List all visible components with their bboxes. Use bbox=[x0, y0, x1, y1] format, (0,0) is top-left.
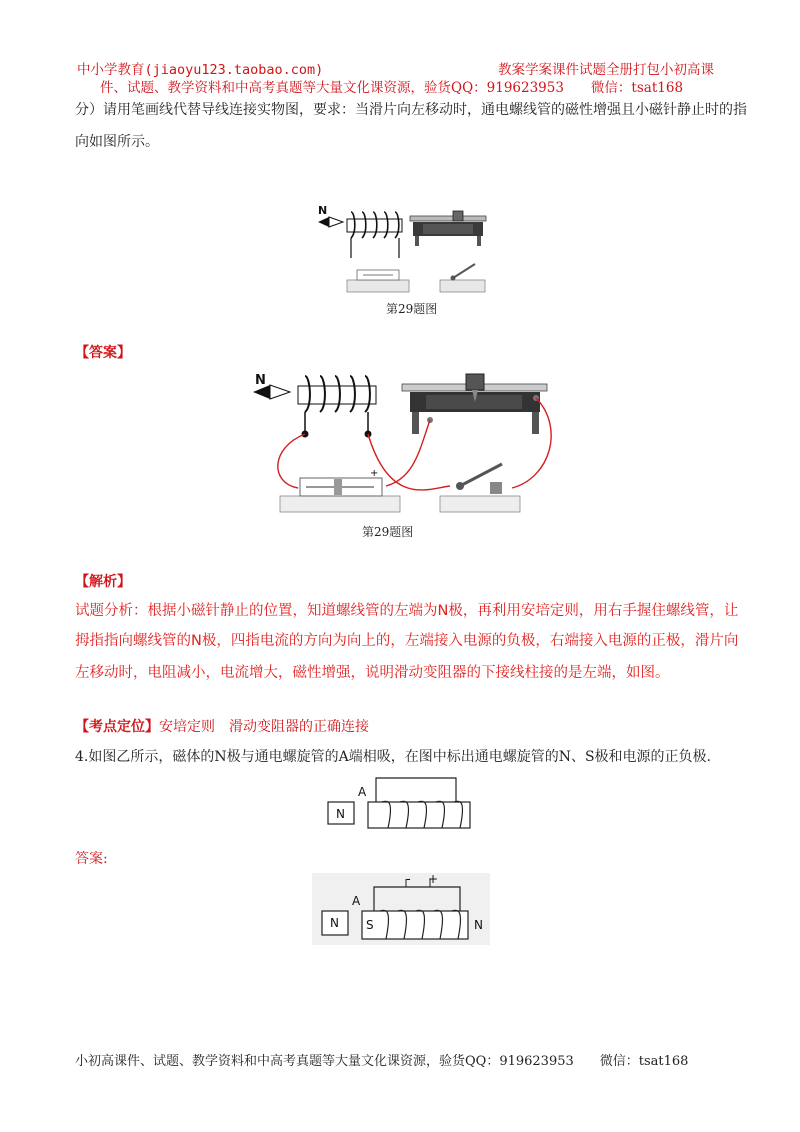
svg-text:+: + bbox=[370, 468, 379, 479]
answer-battery bbox=[280, 468, 400, 512]
answer-rheostat bbox=[402, 374, 547, 434]
q4-answer-magnet-n-label: N bbox=[330, 916, 339, 930]
header-left: 中小学教育(jiaoyu123.taobao.com) bbox=[77, 62, 324, 78]
rheostat bbox=[410, 211, 486, 246]
answer-needle-n-label: N bbox=[255, 373, 266, 388]
q4-answer-s-label: S bbox=[366, 918, 374, 932]
answer-switch bbox=[440, 464, 520, 512]
answer-solenoid-coil bbox=[298, 376, 376, 437]
question-4-text: 4.如图乙所示，磁体的N极与通电螺旋管的A端相吸，在图中标出通电螺旋管的N、S极和电源的正负极. bbox=[75, 749, 712, 765]
page-footer: 小初高课件、试题、教学资料和中高考真题等大量文化课资源，验货QQ：919623953 微信：tsat168 bbox=[75, 1054, 689, 1069]
q4-answer-n-right-label: N bbox=[474, 918, 483, 932]
magnetic-needle bbox=[318, 217, 343, 227]
analysis-line-1: 试题分析：根据小磁针静止的位置，知道螺线管的左端为N极，再利用安培定则，用右手握住螺线管，让 bbox=[75, 603, 739, 619]
answer-figure-caption: 第29题图 bbox=[362, 525, 414, 539]
kaodian-heading: 【考点定位】 bbox=[75, 719, 159, 735]
header-right: 教案学案课件试题全册打包小初高课 bbox=[498, 62, 714, 78]
needle-n-label: N bbox=[318, 204, 328, 217]
answer-circuit-figure bbox=[250, 368, 560, 520]
battery bbox=[347, 270, 409, 292]
header-line2: 件、试题、教学资料和中高考真题等大量文化课资源，验货QQ：919623953 微信：tsat168 bbox=[100, 80, 684, 96]
q4-answer-a-label: A bbox=[352, 894, 361, 908]
question-4-figure bbox=[322, 770, 494, 832]
solenoid-coil bbox=[347, 212, 402, 258]
question-line-2: 向如图所示。 bbox=[75, 134, 159, 150]
analysis-line-2: 拇指指向螺线管的N极，四指电流的方向为向上的，左端接入电源的负极，右端接入电源的正极，滑片向 bbox=[75, 633, 739, 649]
q4-a-label: A bbox=[358, 785, 367, 799]
figure-caption: 第29题图 bbox=[386, 302, 438, 316]
question-circuit-figure bbox=[315, 200, 490, 296]
answer-heading: 【答案】 bbox=[75, 345, 131, 361]
kaodian-row bbox=[75, 716, 369, 736]
question-line-1: 分）请用笔画线代替导线连接实物图，要求：当滑片向左移动时，通电螺线管的磁性增强且小磁针静止时的指 bbox=[75, 102, 747, 118]
answer-label: 答案: bbox=[75, 851, 108, 867]
q4-answer-plus: + bbox=[428, 873, 439, 886]
switch bbox=[440, 264, 485, 292]
analysis-heading: 【解析】 bbox=[75, 574, 131, 590]
analysis-line-3: 左移动时，电阻减小，电流增大，磁性增强，说明滑动变阻器的下接线柱接的是左端，如图。 bbox=[75, 665, 670, 681]
q4-answer-minus: - bbox=[406, 873, 411, 887]
question-4-answer-figure bbox=[312, 873, 490, 945]
kaodian-text: 安培定则 滑动变阻器的正确连接 bbox=[159, 719, 369, 735]
q4-magnet-n-label: N bbox=[336, 807, 345, 821]
